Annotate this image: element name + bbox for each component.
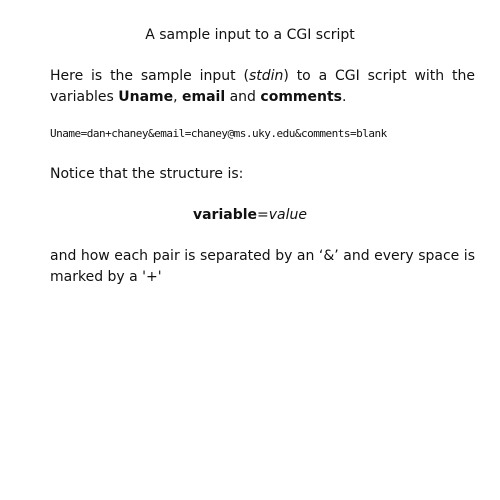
separator-1: , [173,89,183,105]
sample-input-string: Uname=dan+chaney&email=chaney@ms.uky.edu&comments=blank [50,127,387,140]
separator-2: and [225,89,261,105]
outro-paragraph [50,246,475,288]
formula-variable: variable [192,207,258,223]
intro-line1-suffix: ) to a CGI script with the [283,68,475,84]
intro-line-1 [50,66,475,87]
variable-comments: comments [260,89,342,105]
outro-line-2: marked by a '+' [50,269,162,285]
variable-email: email [182,89,226,105]
intro-line-2 [50,89,346,105]
intro-line2-suffix: . [342,89,347,105]
structure-formula [0,206,500,224]
intro-line2-prefix: variables [50,89,119,105]
intro-paragraph [50,66,475,108]
page-title: A sample input to a CGI script [145,27,355,43]
intro-line1-prefix: Here is the sample input ( [50,68,249,84]
notice-text: Notice that the structure is: [50,166,244,182]
formula-equals: = [257,207,269,223]
formula-value: value [268,207,308,223]
outro-line-1: and how each pair is separated by an ‘&’ and every space is [50,248,475,264]
stdin-term: stdin [248,68,284,84]
variable-uname: Uname [118,89,174,105]
